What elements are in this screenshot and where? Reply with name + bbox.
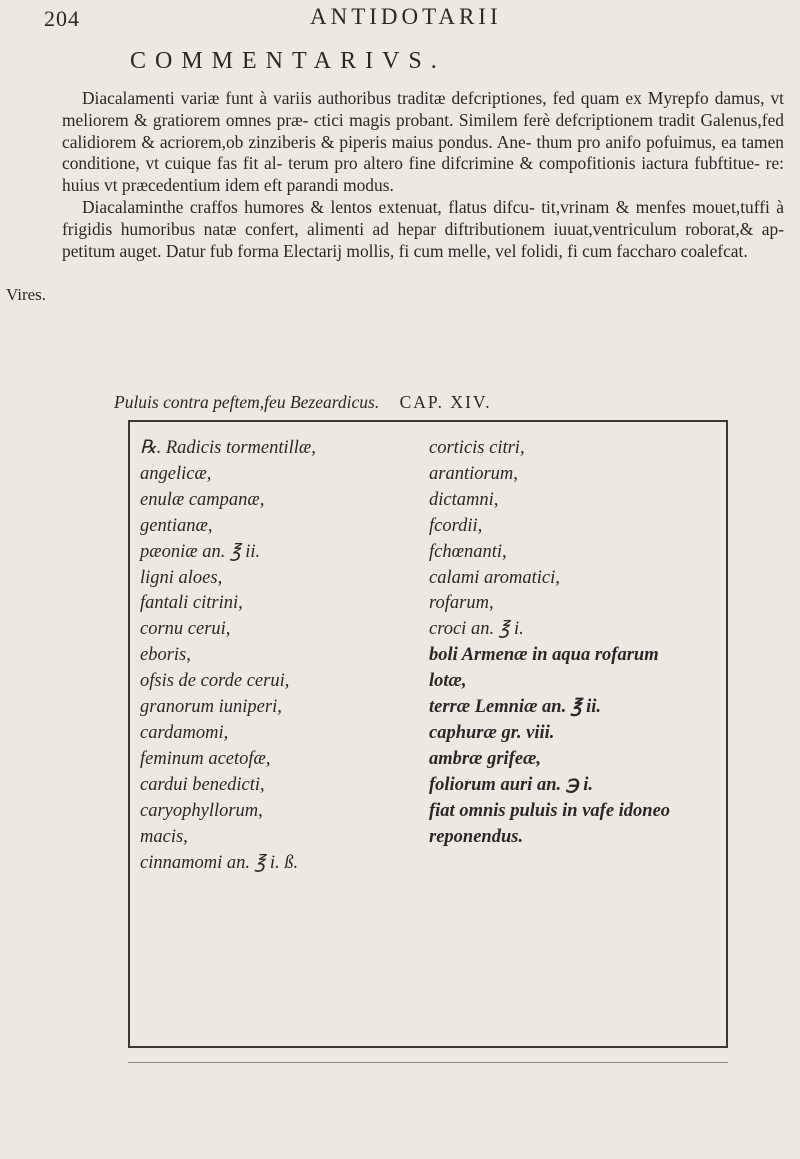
- ingredient-list-left: [140, 436, 316, 876]
- ingredient-item: croci an. ℥ i.: [429, 619, 524, 640]
- ingredient-item: lotæ,: [429, 671, 467, 692]
- ingredient-item: cornu cerui,: [140, 619, 231, 640]
- ingredient-item: reponendus.: [429, 826, 524, 847]
- box-rule-under: [128, 1062, 728, 1063]
- ingredient-item: enulæ campanæ,: [140, 489, 265, 510]
- box-rule-bottom: [128, 1046, 728, 1048]
- ingredient-item: cardamomi,: [140, 722, 229, 743]
- ingredient-item: ligni aloes,: [140, 567, 223, 588]
- ingredient-item: terræ Lemniæ an. ℥ ii.: [429, 697, 602, 718]
- ingredient-item: gentianæ,: [140, 515, 213, 536]
- ingredient-item: fcordii,: [429, 515, 483, 536]
- ingredient-item: feminum acetofæ,: [140, 748, 271, 769]
- ingredient-item: angelicæ,: [140, 463, 212, 484]
- running-head: ANTIDOTARII: [310, 4, 502, 29]
- ingredient-item: rofarum,: [429, 593, 494, 614]
- ingredient-item: fchœnanti,: [429, 541, 507, 562]
- ingredient-list-right: [429, 436, 670, 851]
- ingredient-item: eboris,: [140, 645, 191, 666]
- ingredient-item: cinnamomi an. ℥ i. ß.: [140, 852, 299, 873]
- paragraph-diacalamenti: Diacalamenti variæ funt à variis authoribus traditæ defcriptiones, fed quam ex Myrepfo damus, vt meliorem & gratiorem omnes præ- ctici magis probant. Similem ferè defcriptionem tradit Galenus,fed calidiorem & acriorem,ob zinziberis & piperis maius pondus. Ane- thum pro anifo pofuimus, ea tamen conditione, vt cuique fas fit al- terum pro altero fine difcrimine & compofitionis iactura fubftitue- re: huius vt præcedentium idem eft parandi modus.: [62, 88, 784, 196]
- ingredient-item: ambræ grifeæ,: [429, 748, 542, 769]
- ingredient-item: fantali citrini,: [140, 593, 243, 614]
- ingredient-item: boli Armenæ in aqua rofarum: [429, 645, 659, 666]
- ingredient-item: arantiorum,: [429, 463, 518, 484]
- recipe-title: Puluis contra peftem,feu Bezeardicus.: [114, 392, 380, 412]
- ingredient-item: caryophyllorum,: [140, 800, 263, 821]
- paragraph-diacalaminthe: Diacalaminthe craffos humores & lentos extenuat, flatus difcu- tit,vrinam & menfes mouet,tuffi à frigidis humoribus natæ confert, alimenti ad hepar diftributionem iuuat,ventriculum roborat,& ap- petitum auget. Datur fub forma Electarij mollis, fi cum melle, vel folidi, fi cum faccharo coalefcat.: [62, 196, 784, 261]
- ingredient-item: dictamni,: [429, 489, 499, 510]
- recipe-heading: [114, 392, 492, 413]
- ingredient-item: foliorum auri an. ℈ i.: [429, 774, 594, 795]
- page-number: 204: [44, 6, 80, 31]
- ingredient-item: macis,: [140, 826, 188, 847]
- ingredient-item: ofsis de corde cerui,: [140, 671, 290, 692]
- chapter-label: CAP. XIV.: [399, 392, 492, 412]
- box-rule-right: [726, 420, 728, 1048]
- section-title: COMMENTARIVS.: [130, 48, 446, 74]
- box-rule-top: [128, 420, 728, 422]
- ingredient-item: corticis citri,: [429, 438, 525, 458]
- ingredient-item: ℞. Radicis tormentillæ,: [140, 438, 316, 458]
- box-rule-left: [128, 420, 130, 1048]
- ingredient-item: calami aromatici,: [429, 567, 560, 588]
- ingredient-item: granorum iuniperi,: [140, 697, 282, 718]
- commentary-text: [62, 88, 784, 262]
- ingredient-item: caphuræ gr. viii.: [429, 722, 555, 743]
- ingredient-item: cardui benedicti,: [140, 774, 265, 795]
- ingredient-item: fiat omnis puluis in vafe idoneo: [429, 800, 671, 821]
- ingredient-item: pæoniæ an. ℥ ii.: [140, 541, 261, 562]
- margin-note-vires: Vires.: [6, 285, 47, 304]
